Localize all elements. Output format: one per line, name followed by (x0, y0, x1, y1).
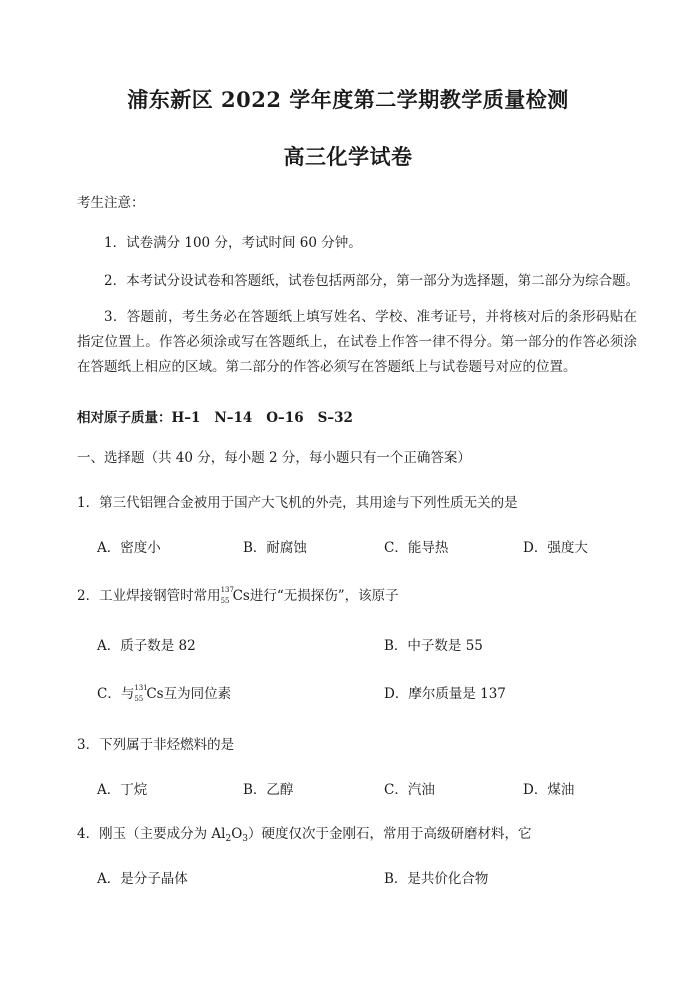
question-4-option-b: B．是共价化合物 (384, 871, 489, 887)
al2o3-sub-3: 3 (242, 834, 248, 844)
question-3-stem: 3．下列属于非烃燃料的是 (77, 737, 235, 753)
exam-subtitle: 高三化学试卷 (283, 144, 413, 169)
question-3-option-b: B．乙醇 (243, 782, 294, 798)
question-2-option-c-before: C．与 (97, 686, 135, 702)
atomic-mass-s: S–32 (317, 410, 353, 426)
notice-item-1: 1．试卷满分 100 分，考试时间 60 分钟。 (104, 235, 362, 251)
atomic-mass-h: H–1 (171, 410, 201, 426)
question-2-stem (77, 584, 399, 604)
question-2-stem-before: 2．工业焊接钢管时常用 (77, 588, 221, 604)
section-heading: 一、选择题（共 40 分，每小题 2 分，每小题只有一个正确答案） (77, 450, 471, 466)
atomic-mass-line (77, 406, 353, 426)
question-4-stem-after: ）硬度仅次于金刚石，常用于高级研磨材料，它 (248, 826, 532, 842)
al2o3-sub-2: 2 (225, 834, 232, 844)
question-3-option-c: C．汽油 (384, 782, 435, 798)
question-3-option-a: A．丁烷 (97, 782, 148, 798)
question-4-stem (77, 822, 532, 844)
cs131-nuclide (134, 684, 148, 703)
al2o3-o: O (231, 826, 243, 842)
question-2-stem-after: 进行“无损探伤”，该原子 (249, 588, 399, 604)
notice-item-3-text: 3．答题前，考生务必在答题纸上填写姓名、学校、准考证号，并将核对后的条形码贴在指定位置上。作答必须涂或写在答题纸上，在试卷上作答一律不得分。第一部分的作答必须涂在答题纸上相应的区域。第二部分的作答必须写在答题纸上与试卷题号对应的位置。 (77, 309, 637, 375)
notice-item-2: 2．本考试分设试卷和答题纸，试卷包括两部分，第一部分为选择题，第二部分为综合题。 (104, 273, 640, 289)
atomic-mass-o: O–16 (266, 410, 304, 426)
question-1-stem: 1．第三代铝锂合金被用于国产大飞机的外壳，其用途与下列性质无关的是 (77, 495, 518, 511)
question-2-option-d: D．摩尔质量是 137 (384, 686, 506, 702)
question-1-option-d: D．强度大 (523, 540, 588, 556)
question-4-stem-before: 4．刚玉（主要成分为 Al (77, 826, 226, 842)
question-2-option-b: B．中子数是 55 (384, 638, 483, 654)
cs137-symbol: Cs (232, 588, 250, 604)
cs131-mass: 131 (134, 684, 148, 692)
question-4-option-a: A．是分子晶体 (97, 871, 188, 887)
exam-title: 浦东新区 2022 学年度第二学期教学质量检测 (127, 87, 569, 112)
question-1-option-a: A．密度小 (97, 540, 161, 556)
question-2-option-a: A．质子数是 82 (97, 638, 196, 654)
question-1-option-c: C．能导热 (384, 540, 449, 556)
atomic-mass-label: 相对原子质量： (77, 410, 172, 426)
atomic-mass-n: N–14 (214, 410, 253, 426)
question-1-option-b: B．耐腐蚀 (243, 540, 307, 556)
cs131-symbol: Cs (146, 686, 164, 702)
question-2-option-c (97, 682, 231, 702)
cs137-z: 55 (220, 597, 230, 605)
cs137-mass: 137 (220, 586, 234, 594)
notice-item-3 (77, 305, 637, 380)
question-2-option-c-after: 互为同位素 (163, 686, 232, 702)
cs131-z: 55 (134, 695, 144, 703)
notice-heading: 考生注意： (77, 195, 145, 211)
question-3-option-d: D．煤油 (523, 782, 575, 798)
cs137-nuclide (220, 586, 234, 605)
